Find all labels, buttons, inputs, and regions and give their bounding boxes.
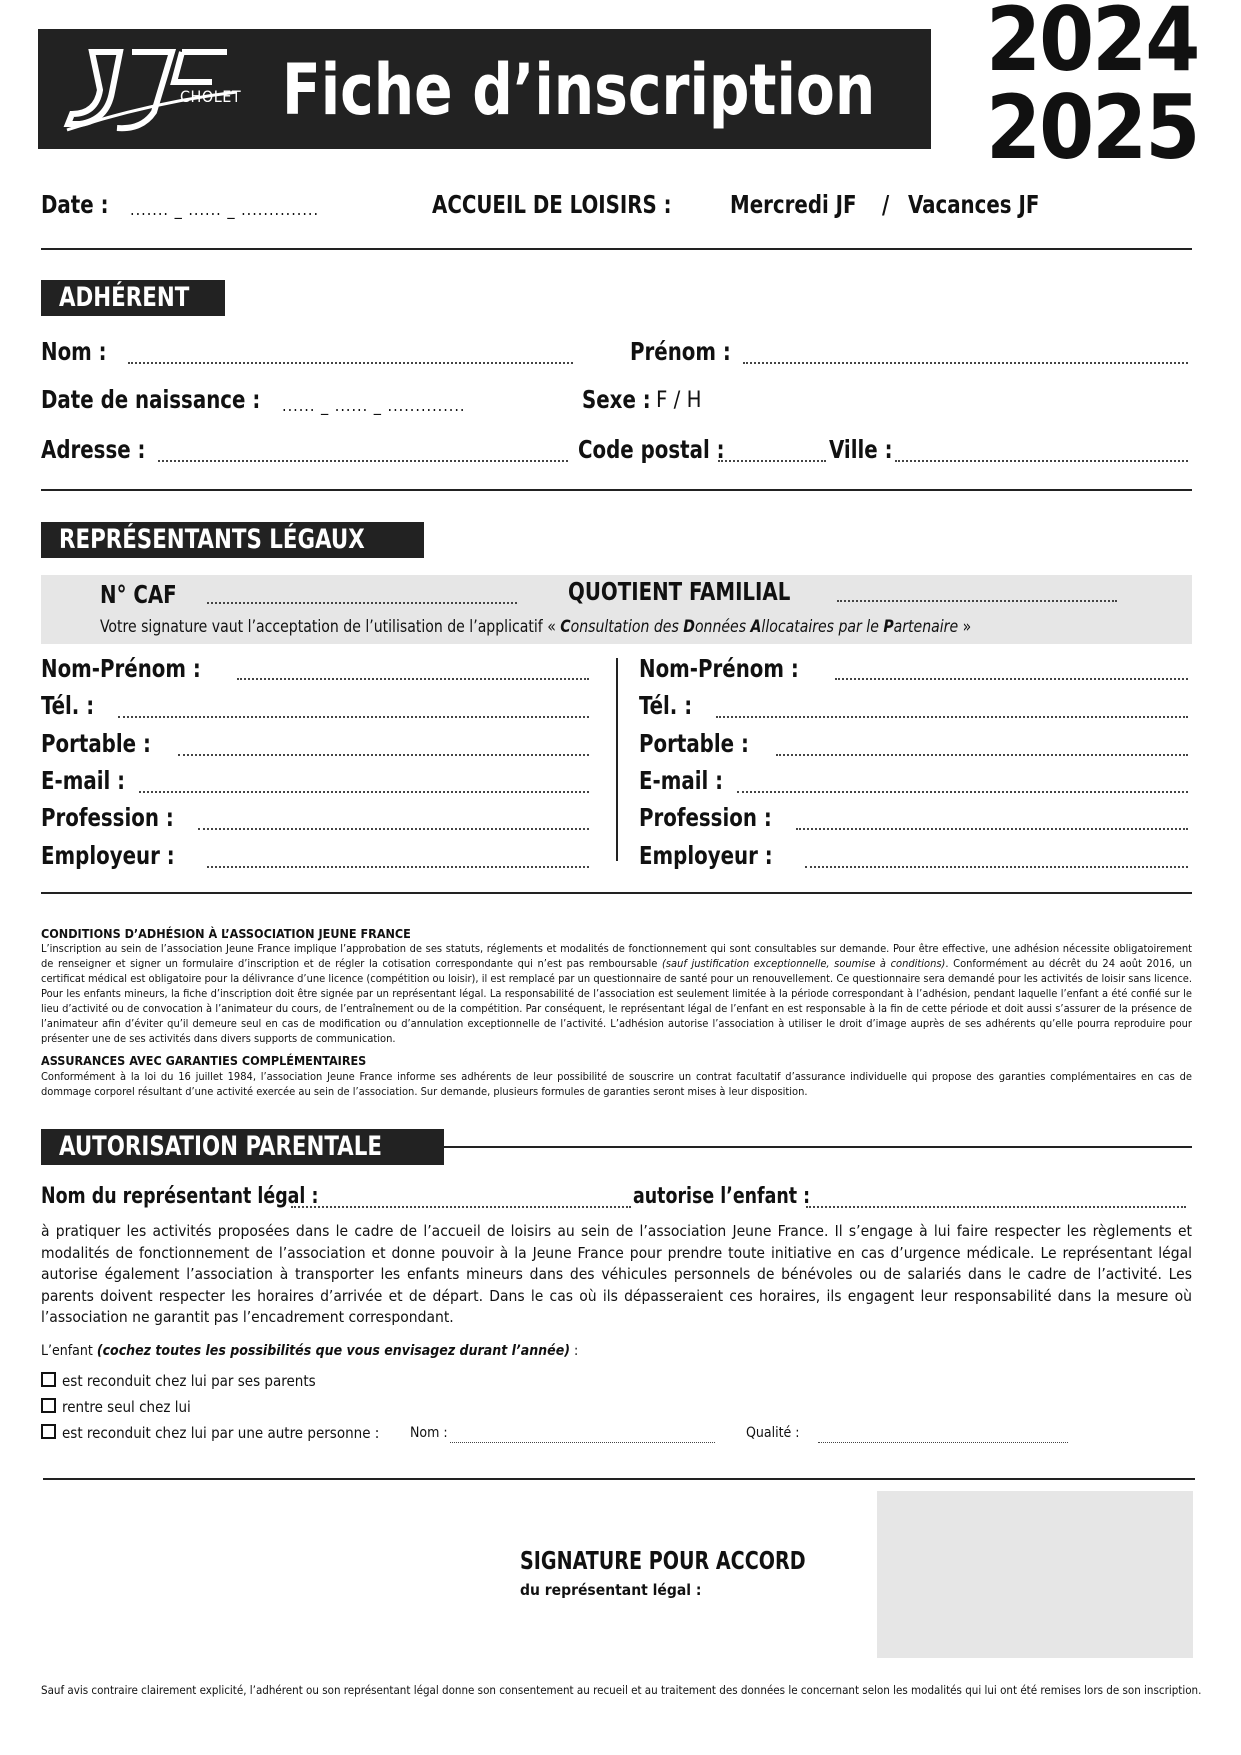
- divider: [428, 1146, 1192, 1148]
- assurances-text: Conformément à la loi du 16 juillet 1984, l’association Jeune France informe ses adhérents de leur possibilité de souscrire un contrat facultatif d’assurance individuelle qui propose des garanties complémentaires en cas de dommage corporel résultant d’une activité exercée au sein de l’association. Sur demande, plusieurs formules de garanties seront mises à leur disposition.: [41, 1070, 1192, 1098]
- representants-heading: REPRÉSENTANTS LÉGAUX: [41, 522, 424, 558]
- caf-consent-text: Votre signature vaut l’acceptation de l’utilisation de l’applicatif « Consultation des Données Allocataires par le Partenaire »: [100, 617, 972, 637]
- rep2-employeur-field[interactable]: [805, 866, 1188, 868]
- caf-label: N° CAF: [100, 580, 177, 609]
- prenom-field[interactable]: [743, 362, 1188, 364]
- code-postal-label: Code postal :: [578, 435, 725, 464]
- autre-qualite-label: Qualité :: [746, 1425, 800, 1441]
- checkbox-icon[interactable]: [41, 1398, 56, 1413]
- signature-title: SIGNATURE POUR ACCORD: [520, 1546, 806, 1575]
- rep1-profession-field[interactable]: [198, 828, 589, 830]
- rep1-employeur-field[interactable]: [207, 866, 589, 868]
- option-vacances[interactable]: Vacances JF: [908, 190, 1040, 219]
- autorise-enfant-field[interactable]: [806, 1206, 1186, 1208]
- rep2-profession-field[interactable]: [796, 828, 1188, 830]
- footer-consent: Sauf avis contraire clairement explicité, l’adhérent ou son représentant légal donne son consentement au recueil et au traitement des données le concernant selon les modalités qui lui ont été remises lors de son inscription.: [41, 1683, 1202, 1697]
- rep2-employeur-label: Employeur :: [639, 841, 773, 870]
- autre-nom-label: Nom :: [410, 1425, 448, 1441]
- autre-nom-field[interactable]: [450, 1442, 715, 1443]
- option-parents[interactable]: est reconduit chez lui par ses parents: [41, 1372, 316, 1390]
- autorise-enfant-label: autorise l’enfant :: [633, 1184, 811, 1209]
- sexe-options[interactable]: F / H: [656, 388, 702, 413]
- rep2-email-field[interactable]: [737, 791, 1188, 793]
- ville-field[interactable]: [895, 460, 1188, 462]
- caf-field[interactable]: [207, 602, 517, 604]
- column-divider: [616, 658, 618, 861]
- rep1-nom-label: Nom-Prénom :: [41, 654, 201, 683]
- nom-representant-field[interactable]: [291, 1206, 631, 1208]
- naissance-label: Date de naissance :: [41, 385, 261, 414]
- rep2-nom-field[interactable]: [835, 678, 1188, 680]
- divider: [41, 248, 1192, 250]
- rep1-email-field[interactable]: [139, 791, 589, 793]
- option-autre-personne[interactable]: est reconduit chez lui par une autre personne :: [41, 1424, 379, 1442]
- rep1-tel-field[interactable]: [118, 716, 589, 718]
- divider: [41, 489, 1192, 491]
- enfant-instruction: L’enfant (cochez toutes les possibilités que vous envisagez durant l’année) :: [41, 1343, 579, 1359]
- option-separator: /: [882, 190, 890, 219]
- sexe-label: Sexe :: [582, 385, 651, 414]
- year-end: 2025: [986, 76, 1199, 179]
- conditions-title: CONDITIONS D’ADHÉSION À L’ASSOCIATION JEUNE FRANCE: [41, 926, 411, 941]
- rep1-portable-field[interactable]: [178, 754, 589, 756]
- adresse-field[interactable]: [158, 460, 568, 462]
- nom-representant-label: Nom du représentant légal :: [41, 1184, 319, 1209]
- page-title: Fiche d’inscription: [282, 49, 876, 131]
- quotient-label: QUOTIENT FAMILIAL: [568, 577, 791, 606]
- rep1-portable-label: Portable :: [41, 729, 151, 758]
- rep1-profession-label: Profession :: [41, 803, 174, 832]
- rep2-profession-label: Profession :: [639, 803, 772, 832]
- rep2-email-label: E-mail :: [639, 766, 724, 795]
- ville-label: Ville :: [829, 435, 893, 464]
- logo-city: CHOLET: [180, 87, 242, 106]
- checkbox-icon[interactable]: [41, 1372, 56, 1387]
- rep2-tel-label: Tél. :: [639, 691, 693, 720]
- rep2-nom-label: Nom-Prénom :: [639, 654, 799, 683]
- option-seul[interactable]: rentre seul chez lui: [41, 1398, 191, 1416]
- year-start: 2024: [986, 0, 1199, 91]
- rep2-tel-field[interactable]: [716, 716, 1188, 718]
- naissance-field[interactable]: ...... _ ...... _ ..............: [282, 396, 466, 415]
- autorisation-heading: AUTORISATION PARENTALE: [41, 1129, 444, 1165]
- date-input[interactable]: ....... _ ...... _ ..............: [130, 200, 320, 219]
- assurances-title: ASSURANCES AVEC GARANTIES COMPLÉMENTAIRES: [41, 1053, 367, 1068]
- autorisation-paragraph: à pratiquer les activités proposées dans le cadre de l’accueil de loisirs au sein de l’association Jeune France. Il s’engage à lui faire respecter les règlements et modalités de fonctionnement de l’association et donne pouvoir à la Jeune France pour prendre toute initiative en cas d’urgence médicale. Le représentant légal autorise également l’association à transporter les enfants mineurs dans des véhicules personnels de bénévoles ou de salariés dans le cadre de l’activité. Les parents doivent respecter les horaires d’arrivée et de départ. Dans le cas où ils dépasseraient ces horaires, ils engagent leur responsabilité dans la mesure où l’association ne garantit pas l’encadrement correspondant.: [41, 1222, 1192, 1326]
- divider: [41, 892, 1192, 894]
- rep1-nom-field[interactable]: [237, 678, 589, 680]
- rep2-portable-field[interactable]: [776, 754, 1188, 756]
- rep1-employeur-label: Employeur :: [41, 841, 175, 870]
- rep2-portable-label: Portable :: [639, 729, 749, 758]
- signature-subtitle: du représentant légal :: [520, 1581, 702, 1599]
- checkbox-icon[interactable]: [41, 1424, 56, 1439]
- date-label: Date :: [41, 190, 109, 219]
- code-postal-field[interactable]: [718, 460, 826, 462]
- conditions-text: L’inscription au sein de l’association Jeune France implique l’approbation de ses statuts, réglements et modalités de fonctionnement qui sont consultables sur demande. Pour être effective, une adhésion nécessite obligatoirement de renseigner et signer un formulaire d’inscription et de régler la cotisation correspondante qui n’est pas remboursable (sauf justification exceptionnelle, soumise à conditions). Conformément au décrêt du 24 août 2016, un certificat médical est obligatoire pour la délivrance d’une licence (compétition ou loisir), il est remplacé par un questionnaire de santé pour un renouvellement. Ce questionnaire sera demandé pour les activités de loisir sans licence. Pour les enfants mineurs, la fiche d’inscription doit être signée par un représentant légal. La responsabilité de l’association est seulement limitée à la période correspondant à l’adhésion, pendant laquelle l’enfant a été confié sur le lieu d’activité ou de convocation à l’animateur du cours, de l’entraînement ou de la compétition. Par conséquent, le représentant légal de l’enfant en est responsable à la fin de cette période et doit aussi s’assurer de la présence de l’animateur afin d’éviter qu’il demeure seul en cas de modification ou d’annulation exceptionnelle de l’activité. L’adhésion autorise l’association à utiliser le droit d’image auprès de ses adhérents qu’elle pourra reproduire pour présenter une de ses activités dans divers supports de communication.: [41, 942, 1192, 1045]
- rep1-email-label: E-mail :: [41, 766, 126, 795]
- accueil-label: ACCUEIL DE LOISIRS :: [432, 190, 672, 219]
- nom-field[interactable]: [128, 362, 573, 364]
- divider: [43, 1478, 1195, 1480]
- adherent-heading: ADHÉRENT: [41, 280, 225, 316]
- nom-label: Nom :: [41, 337, 107, 366]
- adresse-label: Adresse :: [41, 435, 146, 464]
- option-mercredi[interactable]: Mercredi JF: [730, 190, 857, 219]
- prenom-label: Prénom :: [630, 337, 731, 366]
- quotient-field[interactable]: [837, 600, 1117, 602]
- autre-qualite-field[interactable]: [818, 1442, 1068, 1443]
- signature-box[interactable]: [877, 1491, 1193, 1658]
- rep1-tel-label: Tél. :: [41, 691, 95, 720]
